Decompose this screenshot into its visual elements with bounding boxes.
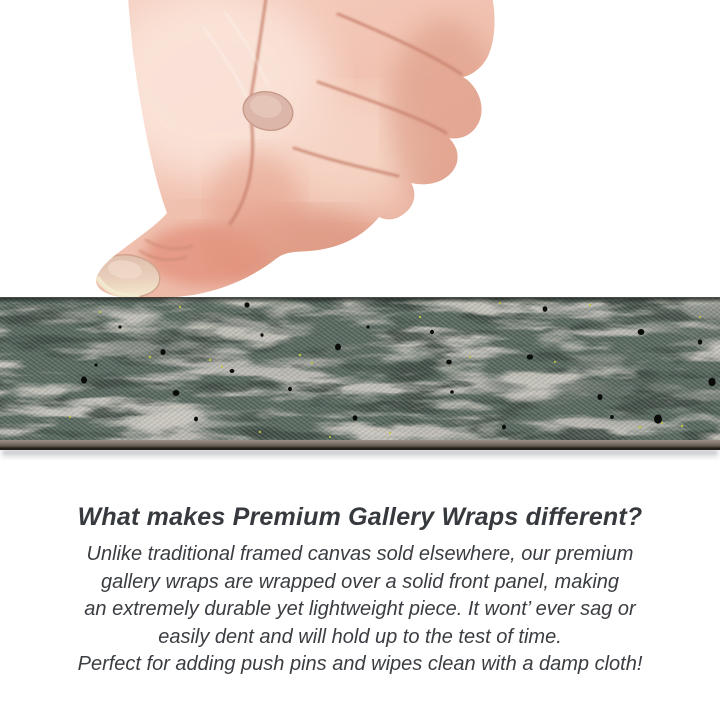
hand-shading	[93, 0, 500, 301]
body-line: easily dent and will hold up to the test of time.	[158, 625, 562, 648]
body-line: Unlike traditional framed canvas sold elsewhere, our premium	[86, 543, 634, 565]
body-line: an extremely durable yet lightweight piece. It wont’ ever sag or	[84, 598, 636, 621]
hand-pressing-photo	[0, 0, 560, 310]
canvas-edge-photo	[0, 297, 720, 460]
canvas-top-edge	[0, 297, 720, 303]
panel-shadow	[2, 450, 718, 459]
body-line: gallery wraps are wrapped over a solid front panel, making	[100, 570, 620, 593]
canvas-texture	[0, 297, 720, 459]
section-heading: What makes Premium Gallery Wraps different?	[77, 503, 643, 531]
marketing-copy	[0, 502, 720, 679]
body-line: Perfect for adding push pins and wipes clean with a damp cloth!	[77, 653, 643, 676]
